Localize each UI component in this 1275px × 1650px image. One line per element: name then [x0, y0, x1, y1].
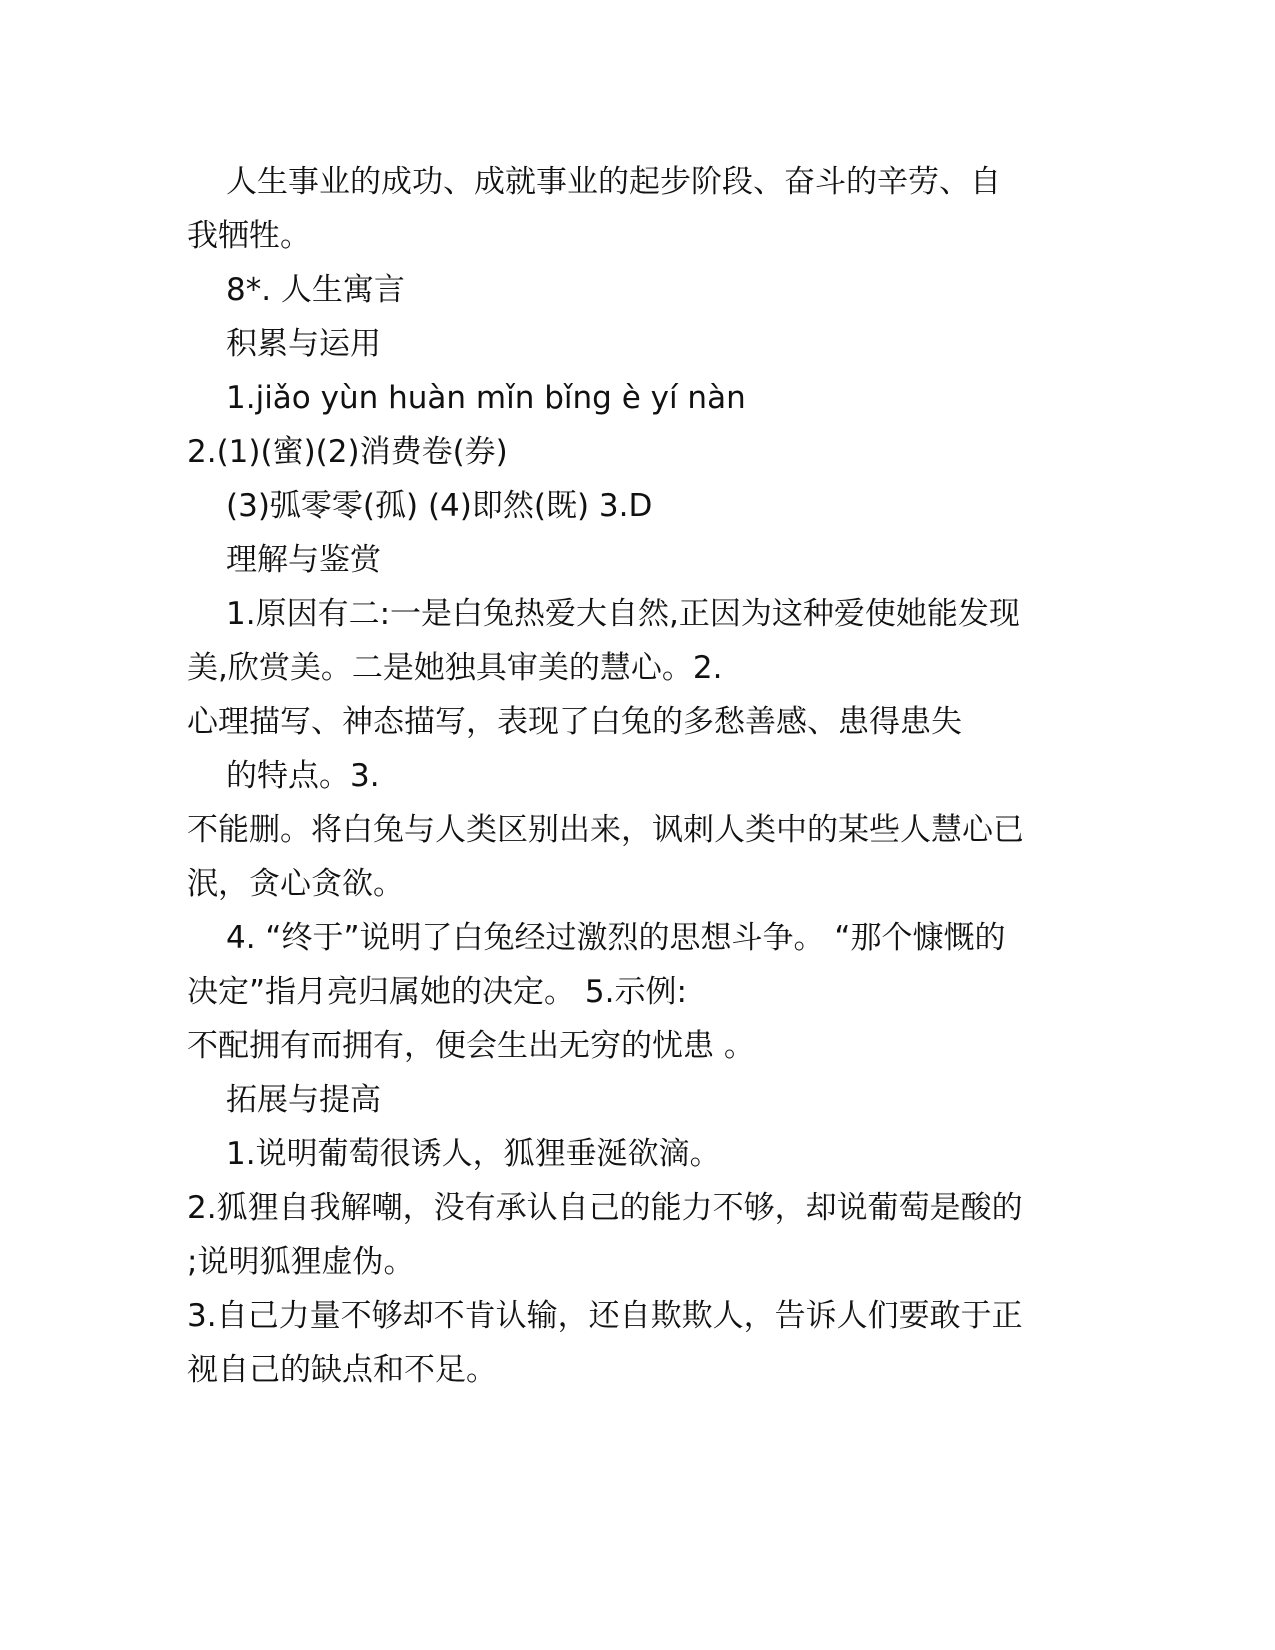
- text-line: 我牺牲。: [187, 218, 311, 254]
- text-line: 不能删。将白兔与人类区别出来，讽刺人类中的某些人慧心已: [187, 812, 1024, 848]
- text-line: 决定”指月亮归属她的决定。 5.示例:: [187, 974, 687, 1010]
- text-line: (3)弧零零(孤) (4)即然(既) 3.D: [226, 488, 653, 524]
- text-line: 4. “终于”说明了白兔经过激烈的思想斗争。 “那个慷慨的: [226, 920, 1006, 956]
- text-line: 的特点。3.: [226, 758, 380, 794]
- text-line: 视自己的缺点和不足。: [187, 1352, 497, 1388]
- subsection-heading: 拓展与提高: [226, 1082, 381, 1118]
- text-line: 2.狐狸自我解嘲，没有承认自己的能力不够，却说葡萄是酸的: [187, 1190, 1023, 1226]
- subsection-heading: 理解与鉴赏: [226, 542, 381, 578]
- text-line: 人生事业的成功、成就事业的起步阶段、奋斗的辛劳、自: [226, 164, 1001, 200]
- text-line: 美,欣赏美。二是她独具审美的慧心。2.: [187, 650, 723, 686]
- text-line: 1.jiǎo yùn huàn mǐn bǐng è yí nàn: [226, 380, 746, 416]
- text-line: ;说明狐狸虚伪。: [187, 1244, 415, 1280]
- section-heading: 8*. 人生寓言: [226, 272, 405, 308]
- text-line: 不配拥有而拥有，便会生出无穷的忧患 。: [187, 1028, 755, 1064]
- text-line: 心理描写、神态描写，表现了白兔的多愁善感、患得患失: [187, 704, 962, 740]
- text-line: 3.自己力量不够却不肯认输，还自欺欺人，告诉人们要敢于正: [187, 1298, 1023, 1334]
- text-line: 1.说明葡萄很诱人，狐狸垂涎欲滴。: [226, 1136, 721, 1172]
- subsection-heading: 积累与运用: [226, 326, 381, 362]
- text-line: 1.原因有二:一是白兔热爱大自然,正因为这种爱使她能发现: [226, 596, 1020, 632]
- text-line: 2.(1)(蜜)(2)消费卷(券): [187, 434, 508, 470]
- text-line: 泯，贪心贪欲。: [187, 866, 404, 902]
